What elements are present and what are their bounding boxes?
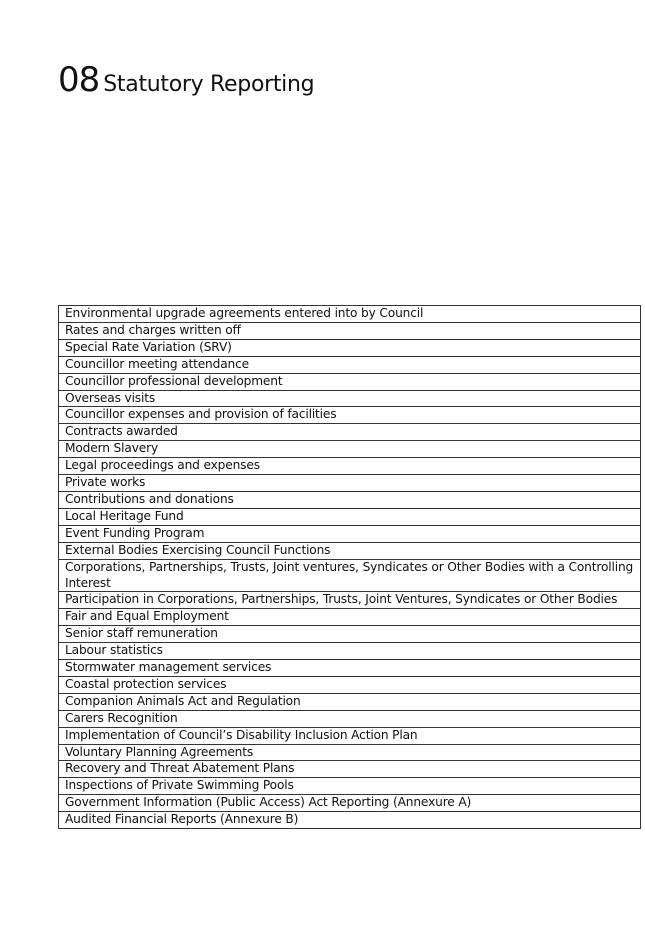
table-cell: Senior staff remuneration: [59, 626, 641, 643]
table-cell: Legal proceedings and expenses: [59, 458, 641, 475]
table-cell: Councillor expenses and provision of facilities: [59, 407, 641, 424]
table-cell: Audited Financial Reports (Annexure B): [59, 812, 641, 829]
table-row: [59, 778, 641, 795]
table-cell: Event Funding Program: [59, 525, 641, 542]
table-cell: Companion Animals Act and Regulation: [59, 693, 641, 710]
table-cell: Implementation of Council’s Disability Inclusion Action Plan: [59, 727, 641, 744]
table-row: [59, 458, 641, 475]
table-row: [59, 660, 641, 677]
table-row: [59, 710, 641, 727]
table-row: [59, 592, 641, 609]
table-cell: Voluntary Planning Agreements: [59, 744, 641, 761]
table-row: [59, 795, 641, 812]
table-cell: Recovery and Threat Abatement Plans: [59, 761, 641, 778]
page-heading: [58, 60, 314, 100]
table-cell: Private works: [59, 475, 641, 492]
table-cell: Special Rate Variation (SRV): [59, 339, 641, 356]
table-row: [59, 542, 641, 559]
table-row: [59, 356, 641, 373]
table-cell: Stormwater management services: [59, 660, 641, 677]
table-row: [59, 441, 641, 458]
table-cell: Labour statistics: [59, 643, 641, 660]
table-row: [59, 693, 641, 710]
table-row: [59, 676, 641, 693]
section-title: Statutory Reporting: [103, 72, 315, 97]
table-row: [59, 626, 641, 643]
table-row: [59, 727, 641, 744]
table-row: [59, 609, 641, 626]
table-row: [59, 744, 641, 761]
table-cell: Rates and charges written off: [59, 322, 641, 339]
table-row: [59, 559, 641, 592]
table-row: [59, 373, 641, 390]
table-cell: Government Information (Public Access) Act Reporting (Annexure A): [59, 795, 641, 812]
table-row: [59, 812, 641, 829]
table-row: [59, 491, 641, 508]
table-row: [59, 322, 641, 339]
section-number: 08: [58, 60, 100, 100]
table-cell: Local Heritage Fund: [59, 508, 641, 525]
table-cell: Contributions and donations: [59, 491, 641, 508]
table-row: [59, 525, 641, 542]
table-cell: Inspections of Private Swimming Pools: [59, 778, 641, 795]
contents-table: [58, 305, 641, 829]
table-row: [59, 643, 641, 660]
table-row: [59, 475, 641, 492]
table-row: [59, 306, 641, 323]
table-row: [59, 407, 641, 424]
table-cell: Councillor meeting attendance: [59, 356, 641, 373]
table-cell: Environmental upgrade agreements entered into by Council: [59, 306, 641, 323]
table-cell: Councillor professional development: [59, 373, 641, 390]
table-row: [59, 508, 641, 525]
table-row: [59, 424, 641, 441]
table-cell: Corporations, Partnerships, Trusts, Joint ventures, Syndicates or Other Bodies with a Controlling Interest: [59, 559, 641, 592]
table-row: [59, 761, 641, 778]
table-cell: Coastal protection services: [59, 676, 641, 693]
table-row: [59, 339, 641, 356]
table-cell: Overseas visits: [59, 390, 641, 407]
table-cell: Participation in Corporations, Partnerships, Trusts, Joint Ventures, Syndicates or Other Bodies: [59, 592, 641, 609]
table-cell: Carers Recognition: [59, 710, 641, 727]
table-cell: External Bodies Exercising Council Functions: [59, 542, 641, 559]
table-cell: Contracts awarded: [59, 424, 641, 441]
table-row: [59, 390, 641, 407]
table-cell: Modern Slavery: [59, 441, 641, 458]
table-cell: Fair and Equal Employment: [59, 609, 641, 626]
